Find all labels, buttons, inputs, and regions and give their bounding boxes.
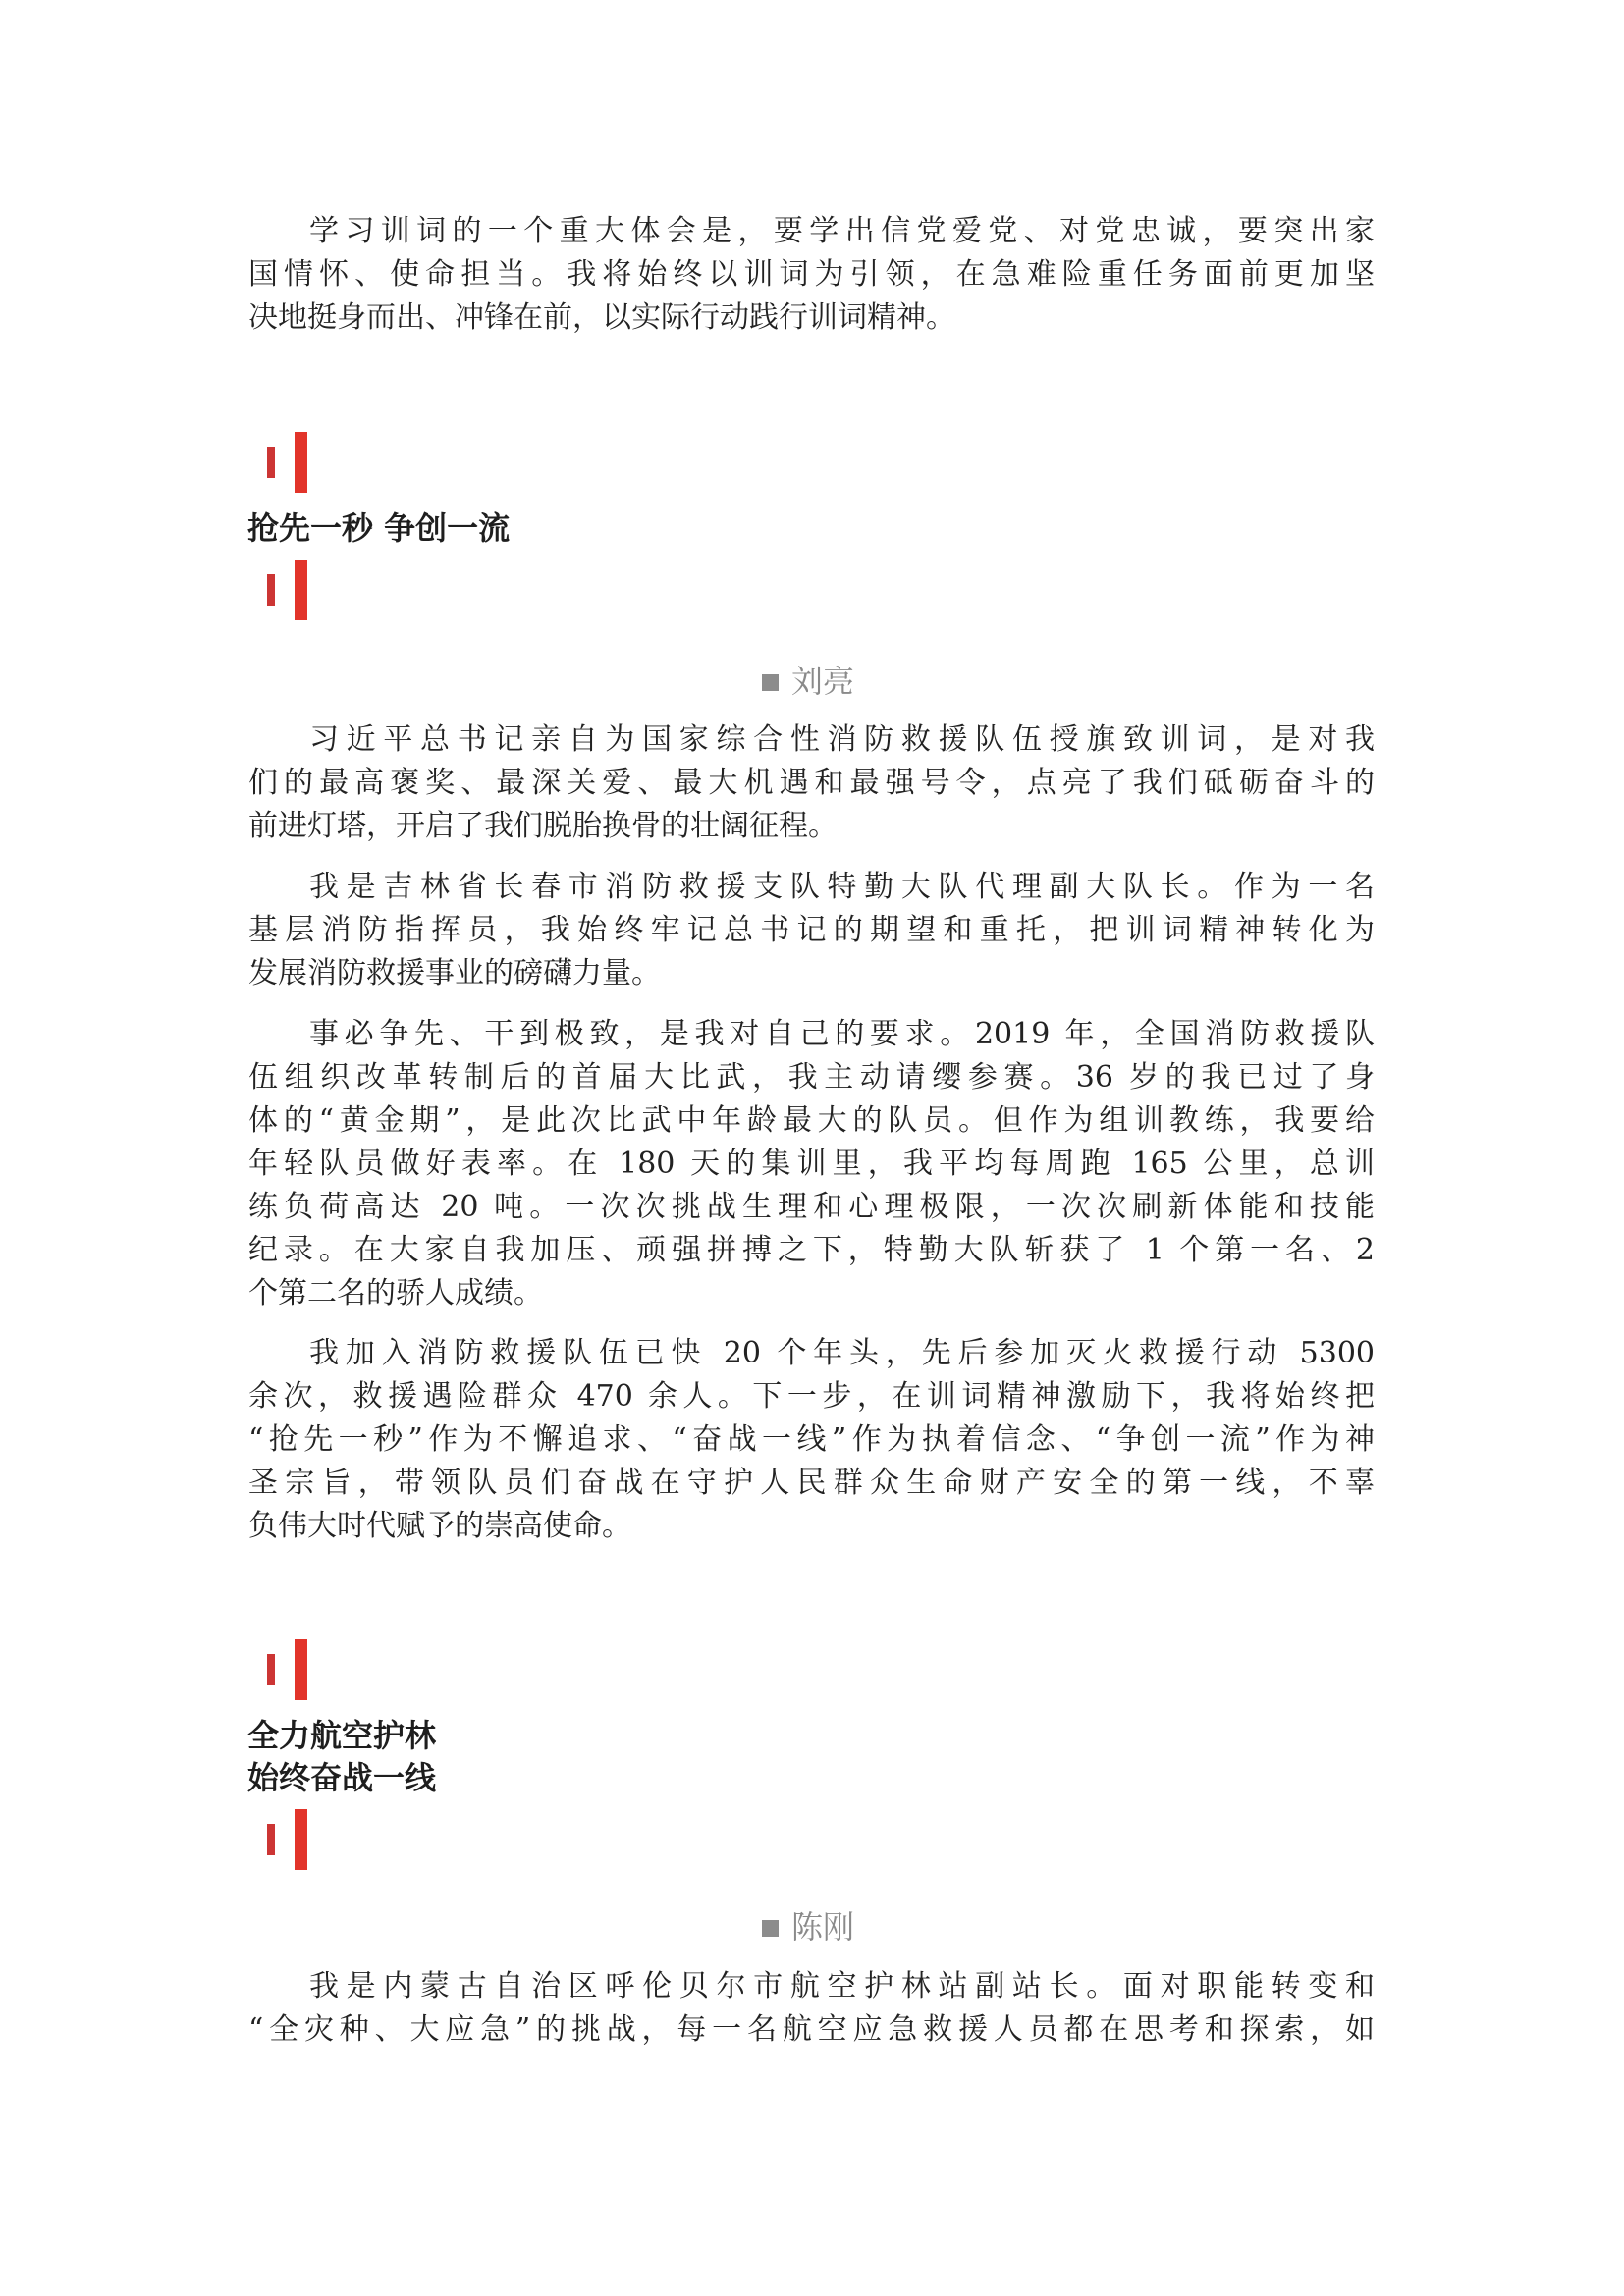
paragraph-line: 纪录。在大家自我加压、顽强拼搏之下，特勤大队斩获了 1 个第一名、2: [248, 1233, 1375, 1267]
paragraph-line: 体的“黄金期”，是此次比武中年龄最大的队员。但作为组训教练，我要给: [248, 1103, 1375, 1138]
paragraph-line: 我是内蒙古自治区呼伦贝尔市航空护林站副站长。面对职能转变和: [309, 1969, 1375, 2003]
section-heading: [247, 507, 510, 550]
paragraph-line: 伍组织改革转制后的首届大比武，我主动请缨参赛。36 岁的我已过了身: [248, 1060, 1375, 1095]
section-marker-top-icon: [267, 1639, 308, 1700]
paragraph-line: 年轻队员做好表率。在 180 天的集训里，我平均每周跑 165 公里，总训: [248, 1147, 1375, 1181]
article-paragraph: [248, 1965, 1375, 2052]
paragraph-line: “抢先一秒”作为不懈追求、“奋战一线”作为执着信念、“争创一流”作为神: [248, 1422, 1375, 1457]
paragraph-line: 练负荷高达 20 吨。一次次挑战生理和心理极限，一次次刷新体能和技能: [248, 1190, 1375, 1224]
red-bar-large: [295, 1639, 307, 1700]
section-marker-bottom-icon: [267, 1809, 308, 1870]
heading-line: 始终奋战一线: [247, 1759, 437, 1796]
author-name: 刘亮: [791, 663, 855, 700]
red-bar-large: [295, 1809, 307, 1870]
red-bar-large: [295, 432, 307, 493]
author-byline: [762, 662, 855, 700]
article-paragraph: [248, 1013, 1375, 1315]
paragraph-line: 们的最高褒奖、最深关爱、最大机遇和最强号令，点亮了我们砥砺奋斗的: [248, 766, 1375, 800]
article-paragraph: [248, 1332, 1375, 1548]
article-paragraph: [248, 719, 1375, 848]
paragraph-line: “全灾种、大应急”的挑战，每一名航空应急救援人员都在思考和探索，如: [248, 2012, 1375, 2047]
paragraph-line: 我是吉林省长春市消防救援支队特勤大队代理副大队长。作为一名: [309, 870, 1375, 904]
paragraph-line: 余次，救援遇险群众 470 余人。下一步，在训词精神激励下，我将始终把: [248, 1379, 1375, 1414]
section-marker-bottom-icon: [267, 560, 308, 620]
paragraph-line: 习近平总书记亲自为国家综合性消防救援队伍授旗致训词，是对我: [309, 722, 1375, 757]
heading-line: 抢先一秒 争创一流: [247, 509, 511, 547]
red-bar-small: [267, 574, 275, 606]
section-heading: [247, 1715, 436, 1799]
paragraph-line: 我加入消防救援队伍已快 20 个年头，先后参加灭火救援行动 5300: [309, 1336, 1375, 1370]
paragraph-line: 国情怀、使命担当。我将始终以训词为引领，在急难险重任务面前更加坚: [248, 257, 1375, 292]
red-bar-small: [267, 1824, 275, 1855]
paragraph-line: 基层消防指挥员，我始终牢记总书记的期望和重托，把训词精神转化为: [248, 913, 1375, 947]
heading-line: 全力航空护林: [247, 1717, 437, 1754]
paragraph-line: 前进灯塔，开启了我们脱胎换骨的壮阔征程。: [248, 809, 838, 843]
paragraph-line: 发展消防救援事业的磅礴力量。: [248, 956, 661, 990]
paragraph-line: 负伟大时代赋予的崇高使命。: [248, 1509, 631, 1543]
paragraph-line: 圣宗旨，带领队员们奋战在守护人民群众生命财产安全的第一线，不辜: [248, 1466, 1375, 1500]
article-paragraph: [248, 866, 1375, 995]
paragraph-line: 决地挺身而出、冲锋在前，以实际行动践行训词精神。: [248, 300, 955, 335]
red-bar-large: [295, 560, 307, 620]
author-name: 陈刚: [791, 1908, 855, 1946]
red-bar-small: [267, 1654, 275, 1685]
square-bullet-icon: [762, 674, 779, 691]
paragraph-line: 个第二名的骄人成绩。: [248, 1276, 543, 1310]
paragraph-line: 学习训词的一个重大体会是，要学出信党爱党、对党忠诚，要突出家: [309, 214, 1375, 248]
intro-paragraph: [248, 210, 1375, 340]
red-bar-small: [267, 447, 275, 478]
section-marker-top-icon: [267, 432, 308, 493]
square-bullet-icon: [762, 1920, 779, 1937]
paragraph-line: 事必争先、干到极致，是我对自己的要求。2019 年，全国消防救援队: [309, 1017, 1375, 1051]
author-byline: [762, 1907, 855, 1946]
